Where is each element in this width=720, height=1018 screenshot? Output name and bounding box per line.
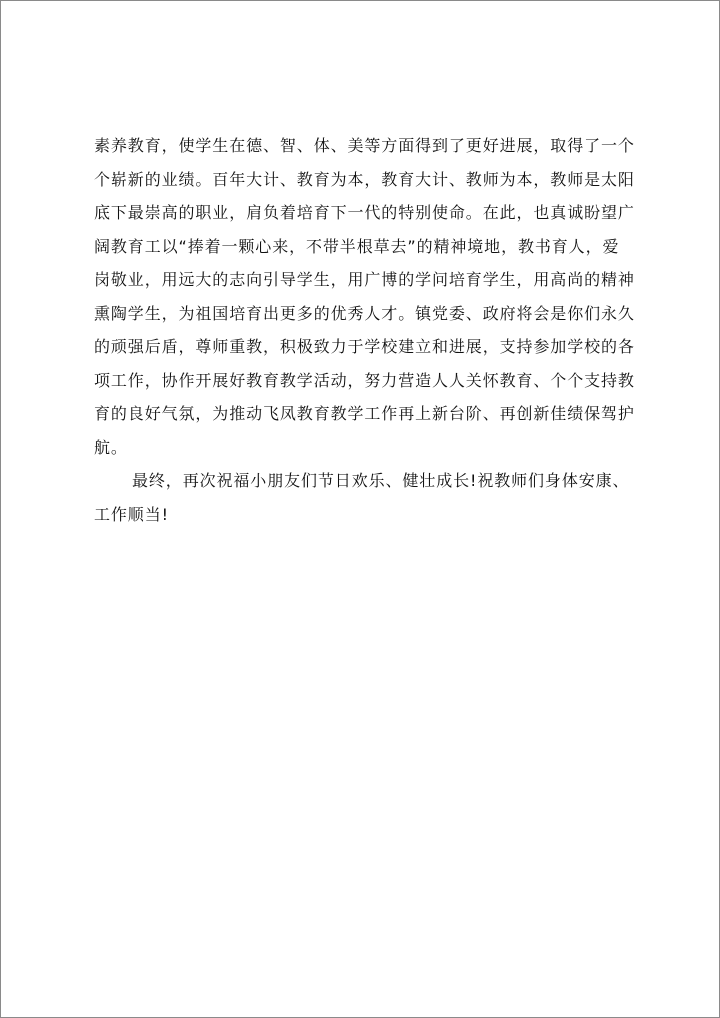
text-line: 最终，再次祝福小朋友们节日欢乐、健壮成长!祝教师们身体安康、	[132, 471, 630, 490]
paragraph	[94, 464, 634, 531]
text-line: 个崭新的业绩。百年大计、教育为本，教育大计、教师为本，教师是太阳	[94, 169, 635, 189]
text-line: 工作顺当!	[94, 504, 169, 524]
text-line: 熏陶学生，为祖国培育出更多的优秀人才。镇党委、政府将会是你们永久	[94, 303, 635, 323]
text-line: 阔教育工以“捧着一颗心来，不带半根草去”的精神境地，教书育人，爱	[94, 236, 620, 256]
paragraph	[94, 129, 634, 464]
text-line: 素养教育，使学生在德、智、体、美等方面得到了更好进展，取得了一个	[94, 136, 635, 155]
text-line: 的顽强后盾，尊师重教，积极致力于学校建立和进展，支持参加学校的各	[94, 337, 635, 356]
document-body	[94, 129, 634, 531]
text-line: 航。	[94, 437, 128, 457]
text-line: 项工作，协作开展好教育教学活动，努力营造人人关怀教育、个个支持教	[94, 370, 635, 390]
text-line: 育的良好气氛，为推动飞凤教育教学工作再上新台阶、再创新佳绩保驾护	[94, 404, 635, 423]
text-line: 岗敬业，用远大的志向引导学生，用广博的学问培育学生，用高尚的精神	[94, 270, 635, 289]
text-line: 底下最崇高的职业，肩负着培育下一代的特别使命。在此，也真诚盼望广	[94, 203, 635, 222]
